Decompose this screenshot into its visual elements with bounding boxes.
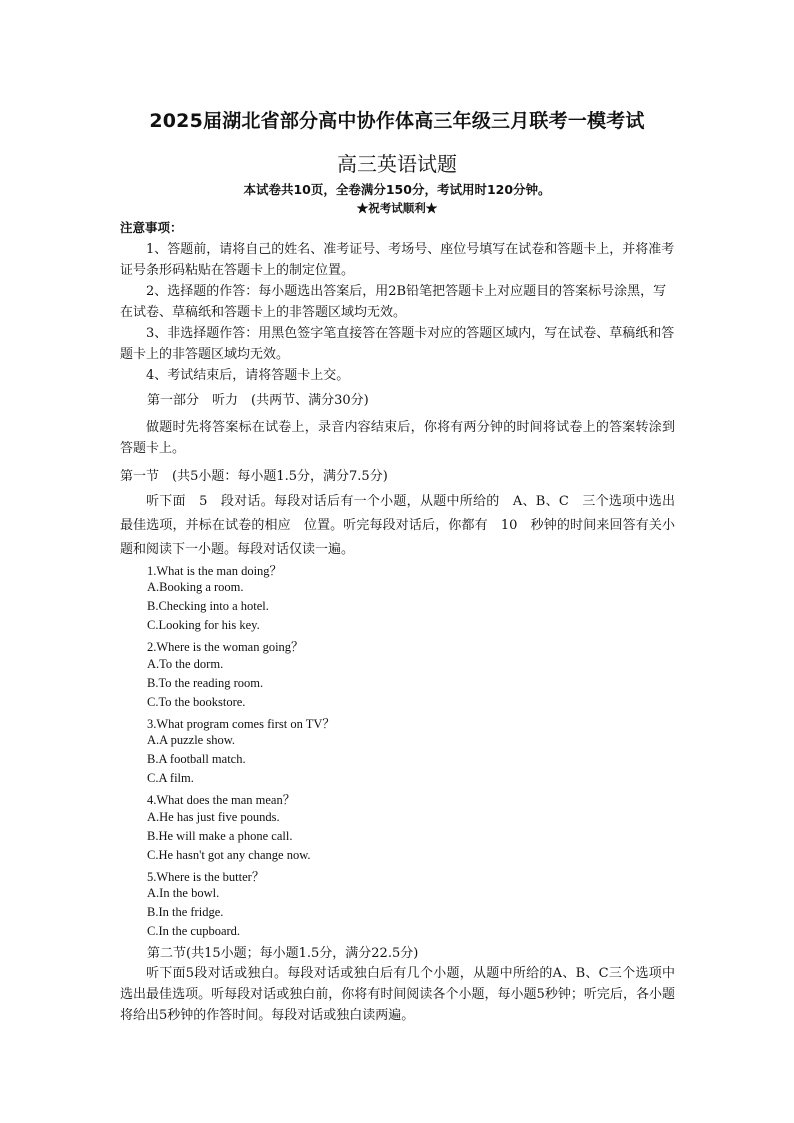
answer-option: A.Booking a room. <box>147 580 244 594</box>
exam-title: 2025届湖北省部分高中协作体高三年级三月联考一模考试 <box>149 110 645 132</box>
answer-option: A.To the dorm. <box>147 657 224 671</box>
section2-heading: 第二节(共15小题；每小题1.5分，满分22.5分) <box>147 946 419 961</box>
question-stem: 2.Where is the woman going？ <box>147 640 304 654</box>
exam-subtitle: 高三英语试题 <box>337 152 457 176</box>
note-item: 3、非选择题作答：用黑色签字笔直接答在答题卡对应的答题区域内，写在试卷、草稿纸和答题卡上的非答题区域均无效。 <box>120 326 675 362</box>
exam-info: 本试卷共10页，全卷满分150分，考试用时120分钟。 <box>243 182 551 197</box>
note-item: 2、选择题的作答：每小题选出答案后，用2B铅笔把答题卡上对应题目的答案标号涂黑，写在试卷、草稿纸和答题卡上的非答题区域均无效。 <box>120 284 667 320</box>
answer-option: C.He hasn't got any change now. <box>147 848 311 862</box>
part1-instruction: 做题时先将答案标在试卷上，录音内容结束后，你将有两分钟的时间将试卷上的答案转涂到答题卡上。 <box>120 420 675 456</box>
answer-option: B.To the reading room. <box>147 676 264 690</box>
section1-instruction: 听下面 5 段对话。每段对话后有一个小题，从题中所给的 A、B、C 三个选项中选出最佳选项，并标在试卷的相应 位置。听完每段对话后，你都有 10 秒钟的时间来回答有关小题和阅读下一小题。每段对话仅读一遍。 <box>120 494 675 557</box>
answer-option: A.He has just five pounds. <box>147 810 280 824</box>
good-luck-line: ★祝考试顺利★ <box>356 201 438 215</box>
note-item: 1、答题前，请将自己的姓名、准考证号、考场号、座位号填写在试卷和答题卡上，并将准考证号条形码粘贴在答题卡上的制定位置。 <box>120 242 675 278</box>
answer-option: C.Looking for his key. <box>147 618 260 632</box>
question-stem: 3.What program comes first on TV？ <box>147 717 335 731</box>
notes-list <box>120 239 675 386</box>
answer-option: A.In the bowl. <box>147 886 220 900</box>
question-stem: 5.Where is the butter？ <box>147 870 265 884</box>
answer-option: C.A film. <box>147 771 194 785</box>
section2-instruction: 听下面5段对话或独白。每段对话或独白后有几个小题，从题中所给的A、B、C三个选项中选出最佳选项。听每段对话或独白前，你将有时间阅读各个小题，每小题5秒钟；听完后，各小题将给出5秒钟的作答时间。每段对话或独白读两遍。 <box>120 966 675 1023</box>
note-item: 4、考试结束后，请将答题卡上交。 <box>146 368 350 383</box>
question-stem: 4.What does the man mean？ <box>147 793 296 807</box>
answer-option: C.To the bookstore. <box>147 695 246 709</box>
part1-heading: 第一部分 听力 (共两节、满分30分) <box>147 393 369 408</box>
section1-heading: 第一节 (共5小题：每小题1.5分，满分7.5分) <box>120 469 388 484</box>
notes-heading: 注意事项： <box>120 220 183 235</box>
answer-option: B.In the fridge. <box>147 905 224 919</box>
answer-option: B.He will make a phone call. <box>147 829 293 843</box>
answer-option: C.In the cupboard. <box>147 924 241 938</box>
answer-option: B.A football match. <box>147 752 246 766</box>
answer-option: B.Checking into a hotel. <box>147 599 269 613</box>
answer-option: A.A puzzle show. <box>147 733 236 747</box>
question-stem: 1.What is the man doing？ <box>147 564 283 578</box>
